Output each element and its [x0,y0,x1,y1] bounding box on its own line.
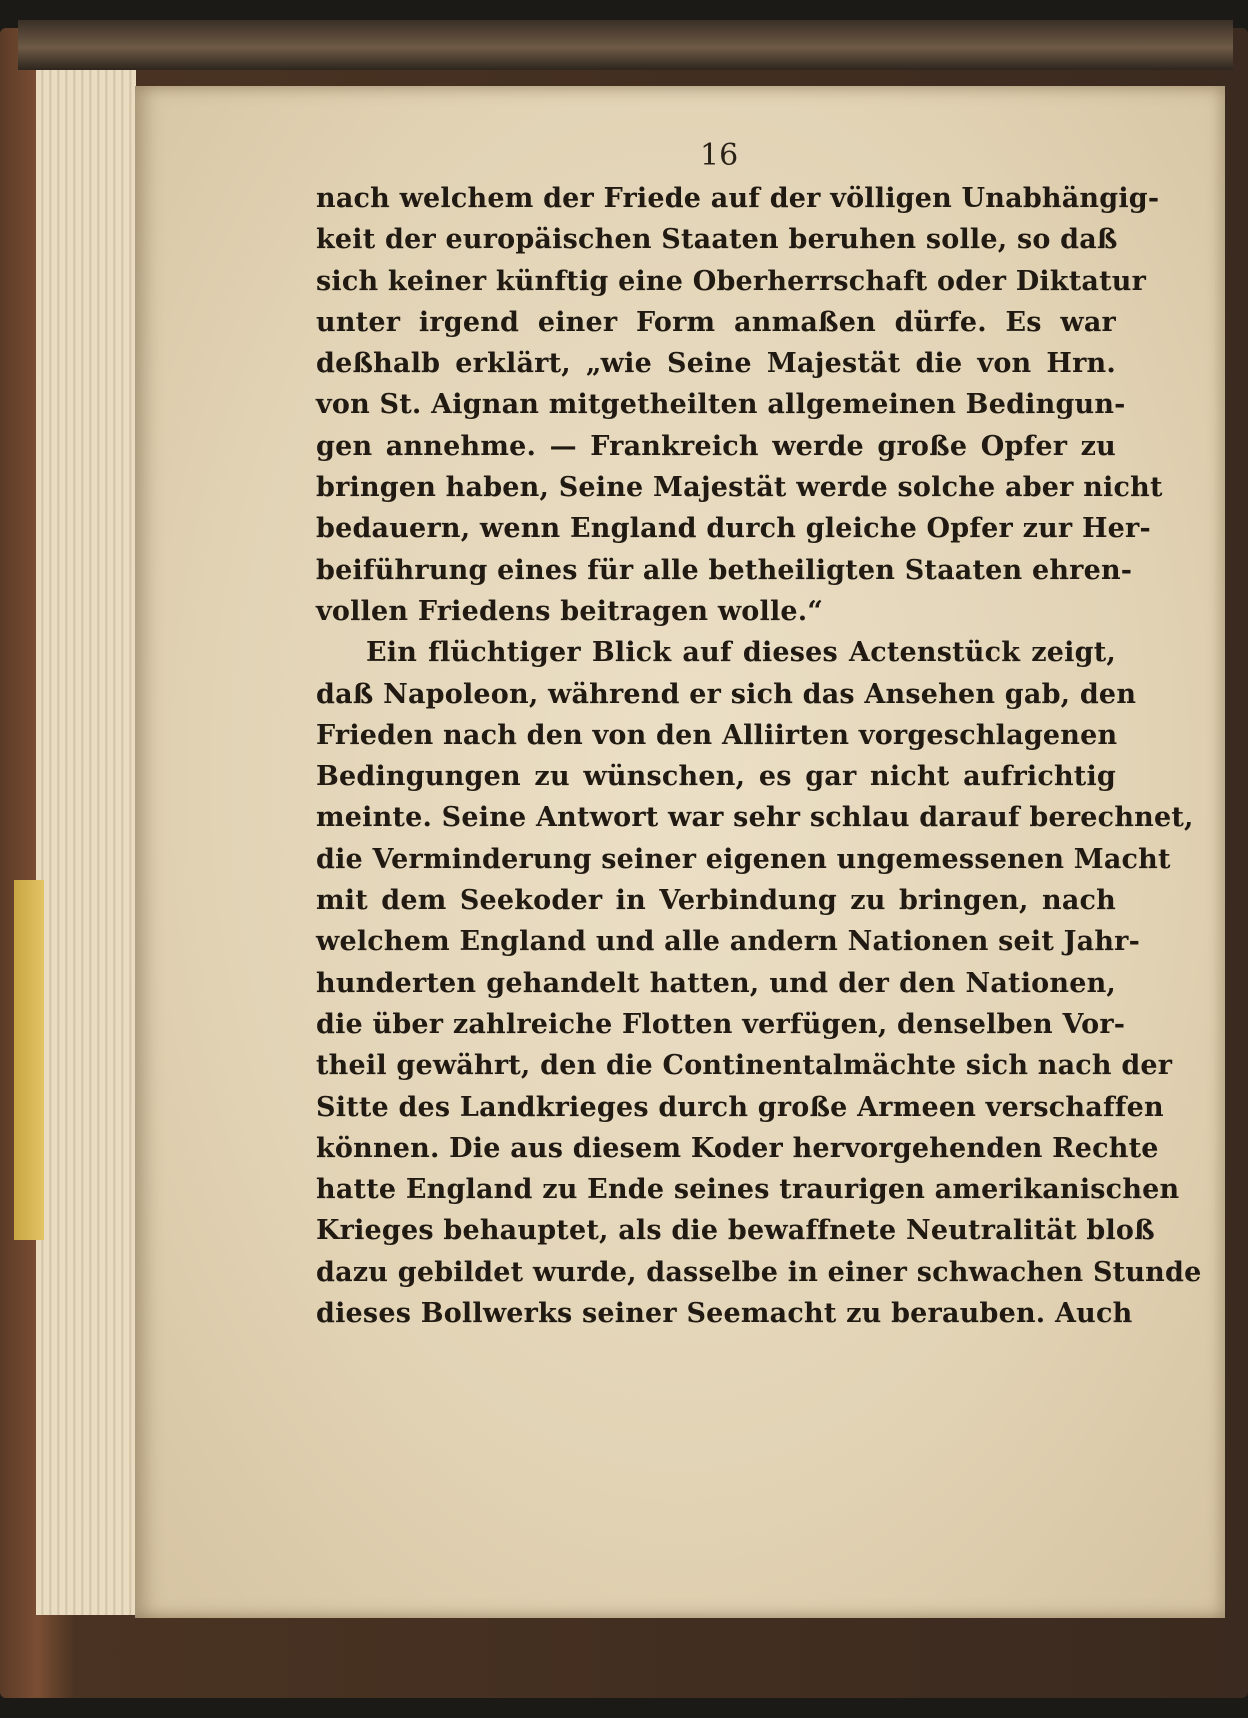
text-line: Ein flüchtiger Blick auf dieses Actenstück zeigt, [366,637,1116,669]
page-text [316,178,1202,1334]
cover-top-edge [18,20,1233,70]
text-line: beiführung eines für alle betheiligten Staaten ehren- [316,554,1133,586]
text-line: bedauern, wenn England durch gleiche Opfer zur Her- [316,513,1151,545]
text-line: die über zahlreiche Flotten verfügen, denselben Vor- [316,1008,1126,1040]
text-line: nach welchem der Friede auf der völligen Unabhängig- [316,183,1160,214]
text-line: vollen Friedens beitragen wolle.“ [316,595,824,627]
text-line: unter irgend einer Form anmaßen dürfe. Es war [316,306,1116,338]
text-line: von St. Aignan mitgetheilten allgemeinen Bedingun- [316,389,1126,421]
text-line: hatte England zu Ende seines traurigen amerikanischen [316,1174,1180,1206]
text-line: deßhalb erklärt, „wie Seine Majestät die von Hrn. [316,348,1116,380]
text-line: meinte. Seine Antwort war sehr schlau darauf berechnet, [316,802,1194,834]
text-line: theil gewährt, den die Continentalmächte sich nach der [316,1050,1173,1082]
text-line: bringen haben, Seine Majestät werde solche aber nicht [316,472,1163,504]
text-line: welchem England und alle andern Nationen seit Jahr- [316,926,1140,958]
text-line: keit der europäischen Staaten beruhen solle, so daß [316,224,1118,256]
text-line: hunderten gehandelt hatten, und der den Nationen, [316,967,1116,999]
text-line: Bedingungen zu wünschen, es gar nicht aufrichtig [316,761,1116,793]
text-line: Sitte des Landkrieges durch große Armeen verschaffen [316,1091,1164,1123]
page-number: 16 [700,138,739,173]
text-line: dieses Bollwerks seiner Seemacht zu berauben. Auch [316,1298,1133,1330]
text-line: gen annehme. — Frankreich werde große Opfer zu [316,430,1116,462]
text-line: Krieges behauptet, als die bewaffnete Neutralität bloß [316,1215,1155,1247]
text-line: können. Die aus diesem Koder hervorgehenden Rechte [316,1132,1159,1164]
text-line: dazu gebildet wurde, dasselbe in einer schwachen Stunde [316,1256,1202,1288]
bookmark-strip [14,880,44,1240]
text-line: mit dem Seekoder in Verbindung zu bringen, nach [316,885,1116,917]
text-line: sich keiner künftig eine Oberherrschaft oder Diktatur [316,265,1147,297]
text-line: Frieden nach den von den Alliirten vorgeschlagenen [316,719,1118,751]
text-line: daß Napoleon, während er sich das Ansehen gab, den [316,678,1137,710]
stacked-page-edges [36,70,136,1615]
text-line: die Verminderung seiner eigenen ungemessenen Macht [316,843,1171,875]
